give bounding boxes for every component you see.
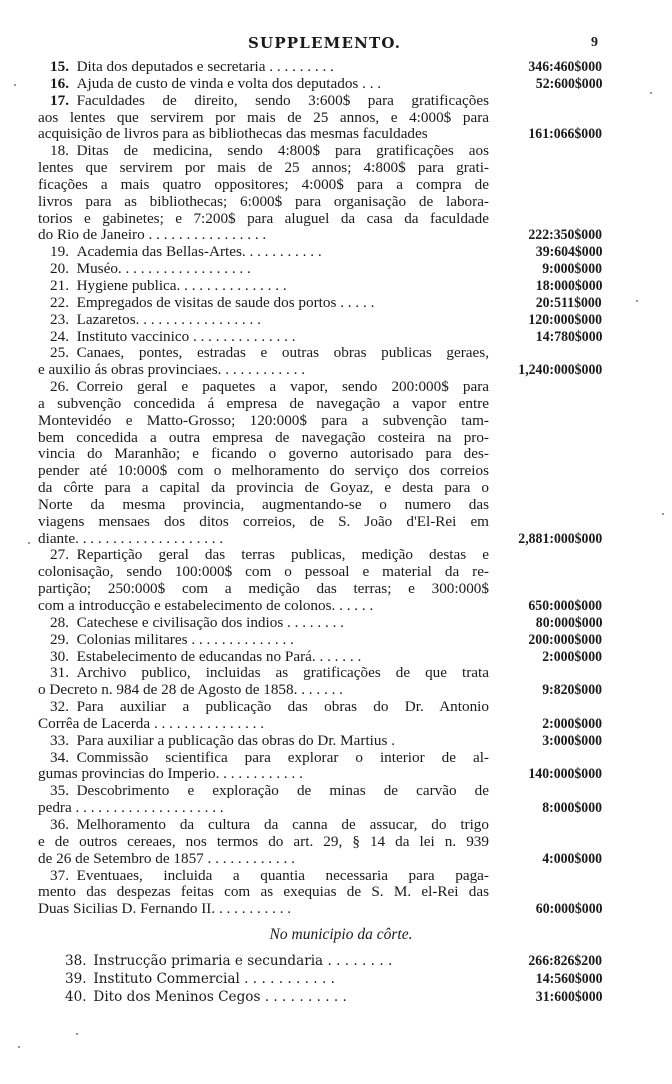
- entry-line: [38, 952, 604, 970]
- entry-text: [38, 564, 489, 581]
- entry-description: Estabelecimento de educandas no Pará. . . . . . .: [76, 648, 362, 665]
- entry-text: [38, 480, 489, 497]
- entry-text: [65, 970, 489, 988]
- entry-line: [38, 834, 604, 851]
- entry-line: [38, 177, 604, 194]
- entry-description: vincia do Maranhão; e ficando o governo autorisado para des-: [38, 446, 489, 463]
- entry-description: Ditas de medicina, sendo 4:800$ para gratificações aos: [76, 143, 489, 160]
- entry-line: [38, 649, 604, 666]
- entry-text: [50, 345, 489, 362]
- entry-description: Commissão scientifica para explorar o interior de al-: [76, 749, 489, 766]
- entry-description: de 26 de Setembro de 1857 . . . . . . . . . . . .: [38, 850, 295, 867]
- item-number: 33.: [50, 732, 69, 749]
- entry-amount: 18:000$000: [535, 277, 602, 294]
- entry-amount: 2,881:000$000: [518, 530, 602, 547]
- entry-line: [38, 531, 604, 548]
- entry-amount: 200:000$000: [528, 631, 602, 648]
- entry-text: [50, 244, 489, 261]
- entry-amount: 3:000$000: [542, 732, 602, 749]
- entry-text: [50, 699, 489, 716]
- entry-text: [50, 632, 489, 649]
- entry-description: Para auxiliar a publicação das obras do Dr. Antonio: [76, 699, 489, 716]
- entry-line: [38, 362, 604, 379]
- entry-description: Faculdades de direito, sendo 3:600$ para gratificações: [76, 92, 489, 109]
- entry-line: [38, 598, 604, 615]
- entry-line: [38, 970, 604, 988]
- entry-text: [38, 194, 489, 211]
- entry-line: [38, 396, 604, 413]
- entry-line: [38, 800, 604, 817]
- budget-entry: [38, 345, 604, 379]
- entry-text: [65, 988, 489, 1006]
- entry-line: [38, 379, 604, 396]
- entry-amount: 9:820$000: [542, 682, 602, 699]
- entry-text: [50, 868, 489, 885]
- entry-line: [38, 413, 604, 430]
- scan-speck: [662, 513, 664, 515]
- entry-line: [38, 76, 604, 93]
- entry-line: [38, 665, 604, 682]
- entry-amount: 1,240:000$000: [518, 362, 602, 379]
- entry-text: [38, 211, 489, 228]
- item-number: 29.: [50, 631, 69, 648]
- entry-description: Repartição geral das terras publicas, medição destas e: [76, 547, 489, 564]
- entry-description: Instrucção primaria e secundaria . . . . . . . .: [93, 953, 393, 970]
- entry-text: [50, 143, 489, 160]
- entry-description: Correio geral e paquetes a vapor, sendo 200:000$ para: [76, 379, 489, 396]
- entry-text: [38, 800, 489, 817]
- budget-entry: [38, 868, 604, 919]
- entry-amount: 14:780$000: [535, 328, 602, 345]
- item-number: 27.: [50, 547, 69, 564]
- entry-line: [38, 851, 604, 868]
- entry-line: [38, 615, 604, 632]
- entry-text: [38, 446, 489, 463]
- entry-text: [65, 952, 489, 970]
- entry-description: torios e gabinetes; e 7:200$ para aluguel da casa da faculdade: [38, 210, 489, 227]
- entry-amount: 14:560$000: [535, 971, 602, 988]
- entry-text: [50, 295, 489, 312]
- entry-description: Norte da mesma provincia, augmentando-se o numero das: [38, 496, 489, 513]
- entry-line: [38, 211, 604, 228]
- entry-text: [50, 76, 489, 93]
- entry-line: [38, 901, 604, 918]
- entry-description: Melhoramento da cultura da canna de assucar, do trigo: [76, 816, 489, 833]
- entry-line: [38, 733, 604, 750]
- item-number: 35.: [50, 783, 69, 800]
- entry-description: colonisação, sendo 100:000$ com o pessoal e material da re-: [38, 564, 489, 581]
- entry-text: [50, 783, 489, 800]
- entry-text: [38, 227, 489, 244]
- entry-line: [38, 817, 604, 834]
- entry-line: [38, 312, 604, 329]
- entry-text: [38, 110, 489, 127]
- item-number: 18.: [50, 143, 69, 160]
- entry-description: aos lentes que servirem por mais de 25 annos, e 4:000$ para: [38, 109, 489, 126]
- budget-entry: [38, 244, 604, 261]
- entry-text: [38, 834, 489, 851]
- entry-text: [50, 547, 489, 564]
- page-number: 9: [591, 35, 598, 50]
- entry-description: livros para as bibliothecas; 6:000$ para organisação de labora-: [38, 193, 489, 210]
- budget-entry: [38, 970, 604, 988]
- entry-line: [38, 430, 604, 447]
- entry-amount: 2:000$000: [542, 715, 602, 732]
- entry-amount: 4:000$000: [542, 850, 602, 867]
- entry-description: a subvenção concedida á empresa de navegação a vapor entre: [38, 395, 489, 412]
- item-number: 25.: [50, 345, 69, 362]
- entry-amount: 9:000$000: [542, 261, 602, 278]
- entry-line: [38, 682, 604, 699]
- entry-amount: 650:000$000: [528, 598, 602, 614]
- entry-line: [38, 547, 604, 564]
- item-number: 39.: [65, 971, 87, 988]
- entry-line: [38, 59, 604, 76]
- entry-text: [38, 901, 489, 918]
- entry-description: Dito dos Meninos Cegos . . . . . . . . . .: [93, 989, 347, 1006]
- entry-amount: 60:000$000: [535, 901, 602, 918]
- entry-line: [38, 766, 604, 783]
- entry-text: [38, 851, 489, 868]
- entry-description: ficações a mais quatro oppositores; 4:000$ para a compra de: [38, 176, 489, 193]
- budget-entry: [38, 632, 604, 649]
- entry-description: Instituto vaccinico . . . . . . . . . . . . . .: [76, 328, 296, 345]
- entry-amount: 140:000$000: [528, 766, 602, 783]
- entry-description: Instituto Commercial . . . . . . . . . . .: [93, 971, 335, 988]
- item-number: 31.: [50, 665, 69, 682]
- entry-line: [38, 699, 604, 716]
- entry-description: Descobrimento e exploração de minas de carvão de: [76, 783, 489, 800]
- budget-entry: [38, 615, 604, 632]
- item-number: 22.: [50, 294, 69, 311]
- entry-amount: 20:511$000: [536, 294, 602, 311]
- entry-line: [38, 750, 604, 767]
- entry-text: [50, 615, 489, 632]
- budget-entry: [38, 952, 604, 970]
- entry-description: e de outros cereaes, nos termos do art. 29, § 14 da lei n. 939: [38, 833, 489, 850]
- item-number: 23.: [50, 311, 69, 328]
- entry-description: Eventuaes, incluida a quantia necessaria para paga-: [76, 867, 489, 884]
- entry-description: da côrte para a capital da provincia de Goyaz, e desta para o: [38, 480, 489, 497]
- entry-text: [50, 278, 489, 295]
- budget-entry: [38, 783, 604, 817]
- entry-description: pedra . . . . . . . . . . . . . . . . . . . .: [38, 800, 224, 817]
- budget-entry: [38, 547, 604, 614]
- entry-amount: 346:460$000: [528, 59, 602, 75]
- budget-entry: [38, 329, 604, 346]
- entry-line: [38, 93, 604, 110]
- scan-speck: [650, 92, 652, 94]
- entry-line: [38, 564, 604, 581]
- entry-line: [38, 295, 604, 312]
- budget-entry: [38, 733, 604, 750]
- entry-line: [38, 988, 604, 1006]
- entry-description: Catechese e civilisação dos indios . . . . . . . .: [76, 614, 344, 631]
- item-number: 15.: [50, 59, 69, 75]
- entry-description: lentes que servirem por mais de 25 annos; 4:800$ para grati-: [38, 160, 489, 177]
- entry-line: [38, 278, 604, 295]
- item-number: 32.: [50, 699, 69, 716]
- scan-speck: [28, 542, 30, 544]
- entry-line: [38, 632, 604, 649]
- budget-entry: [38, 665, 604, 699]
- budget-entry: [38, 295, 604, 312]
- entry-description: gumas provincias do Imperio. . . . . . . . . . . .: [38, 766, 303, 783]
- entry-text: [38, 126, 489, 143]
- budget-entry: [38, 817, 604, 868]
- entry-description: o Decreto n. 984 de 28 de Agosto de 1858. . . . . . .: [38, 682, 343, 699]
- budget-entry: [38, 278, 604, 295]
- entry-description: Archivo publico, incluidas as gratificações de que trata: [76, 665, 489, 682]
- entry-description: Canaes, pontes, estradas e outras obras publicas geraes,: [76, 345, 489, 362]
- item-number: 26.: [50, 379, 69, 396]
- item-number: 16.: [50, 75, 69, 92]
- entry-description: Corrêa de Lacerda . . . . . . . . . . . . . . .: [38, 715, 265, 732]
- running-title: SUPPLEMENTO.: [248, 34, 402, 52]
- budget-entry: [38, 379, 604, 547]
- entry-text: [38, 430, 489, 447]
- item-number: 20.: [50, 261, 69, 278]
- entry-text: [38, 463, 489, 480]
- entry-amount: 52:600$000: [535, 75, 602, 92]
- entry-amount: 31:600$000: [535, 989, 602, 1006]
- item-number: 28.: [50, 614, 69, 631]
- item-number: 24.: [50, 328, 69, 345]
- budget-list: [38, 59, 604, 1006]
- entry-line: [38, 480, 604, 497]
- entry-line: [38, 345, 604, 362]
- entry-description: viagens mensaes dos ditos correios, de S. João d'El-Rei em: [38, 513, 489, 530]
- entry-description: acquisição de livros para as bibliothecas das mesmas faculdades: [38, 126, 428, 143]
- entry-line: [38, 143, 604, 160]
- item-number: 34.: [50, 749, 69, 766]
- entry-text: [38, 682, 489, 699]
- entry-text: [50, 379, 489, 396]
- entry-text: [38, 160, 489, 177]
- entry-line: [38, 868, 604, 885]
- entry-description: do Rio de Janeiro . . . . . . . . . . . . . . . .: [38, 227, 267, 244]
- entry-text: [38, 716, 489, 733]
- budget-entry: [38, 93, 604, 144]
- entry-line: [38, 463, 604, 480]
- entry-amount: 39:604$000: [535, 244, 602, 261]
- entry-description: Para auxiliar a publicação das obras do Dr. Martius .: [76, 732, 395, 749]
- entry-description: Academia das Bellas-Artes. . . . . . . . . . .: [76, 244, 322, 261]
- entry-text: [38, 497, 489, 514]
- item-number: 36.: [50, 816, 69, 833]
- entry-description: Lazaretos. . . . . . . . . . . . . . . . .: [76, 311, 261, 328]
- entry-text: [38, 514, 489, 531]
- budget-entry: [38, 59, 604, 76]
- entry-description: mento das despezas feitas com as exequias de S. M. el-Rei das: [38, 884, 489, 901]
- item-number: 17.: [50, 92, 69, 109]
- entry-line: [38, 884, 604, 901]
- entry-text: [38, 413, 489, 430]
- scan-speck: [14, 84, 16, 86]
- budget-entry: [38, 649, 604, 666]
- item-number: 37.: [50, 867, 69, 884]
- entry-text: [50, 665, 489, 682]
- entry-text: [50, 93, 489, 110]
- entry-text: [38, 362, 489, 379]
- page-header: [0, 34, 672, 54]
- entry-description: diante. . . . . . . . . . . . . . . . . . . .: [38, 530, 224, 547]
- budget-entry: [38, 261, 604, 278]
- entry-description: Duas Sicilias D. Fernando II. . . . . . . . . . .: [38, 901, 292, 918]
- entry-line: [38, 227, 604, 244]
- section-heading: No municipio da côrte.: [269, 926, 413, 944]
- entry-description: bem concedida a outra empresa de navegação costeira na pro-: [38, 429, 489, 446]
- budget-entry: [38, 699, 604, 733]
- entry-text: [50, 261, 489, 278]
- entry-line: [38, 497, 604, 514]
- entry-description: com a introducção e estabelecimento de colonos. . . . . .: [38, 598, 374, 614]
- entry-amount: 8:000$000: [542, 800, 602, 817]
- item-number: 21.: [50, 277, 69, 294]
- entry-description: Dita dos deputados e secretaria . . . . . . . . .: [76, 59, 334, 75]
- entry-text: [38, 884, 489, 901]
- budget-entry: [38, 143, 604, 244]
- entry-text: [38, 766, 489, 783]
- entry-amount: 80:000$000: [535, 614, 602, 631]
- scan-speck: [636, 300, 638, 302]
- entry-description: pender até 10:000$ com o melhoramento do serviço dos correios: [38, 463, 489, 480]
- entry-description: partição; 250:000$ com a medição das terras; e 300:000$: [38, 581, 489, 598]
- entry-text: [38, 531, 489, 548]
- budget-entries: [38, 59, 604, 918]
- entry-text: [50, 817, 489, 834]
- scan-speck: [18, 1046, 20, 1048]
- entry-line: [38, 716, 604, 733]
- entry-description: Montevidéo e Matto-Grosso; 120:000$ para a subvenção tam-: [38, 412, 489, 429]
- item-number: 38.: [65, 953, 87, 970]
- entry-description: e auxilio ás obras provinciaes. . . . . . . . . . . .: [38, 362, 305, 379]
- entry-text: [50, 733, 489, 750]
- entry-text: [38, 177, 489, 194]
- budget-entry: [38, 750, 604, 784]
- entry-line: [38, 126, 604, 143]
- entry-text: [38, 598, 489, 615]
- entry-text: [50, 312, 489, 329]
- entry-line: [38, 160, 604, 177]
- entry-text: [50, 329, 489, 346]
- item-number: 30.: [50, 648, 69, 665]
- budget-entry: [38, 988, 604, 1006]
- entry-line: [38, 581, 604, 598]
- entry-text: [50, 649, 489, 666]
- entry-text: [38, 581, 489, 598]
- entry-text: [50, 750, 489, 767]
- entry-text: [38, 396, 489, 413]
- entry-amount: 2:000$000: [542, 648, 602, 665]
- entry-line: [38, 783, 604, 800]
- entry-amount: 266:826$200: [528, 953, 602, 970]
- item-number: 19.: [50, 244, 69, 261]
- budget-entry: [38, 312, 604, 329]
- scan-speck: [76, 1033, 78, 1035]
- entry-line: [38, 110, 604, 127]
- entry-description: Hygiene publica. . . . . . . . . . . . . . .: [76, 277, 287, 294]
- entry-line: [38, 329, 604, 346]
- entry-line: [38, 514, 604, 531]
- entry-text: [50, 59, 489, 76]
- entry-description: Empregados de visitas de saude dos portos . . . . .: [76, 294, 375, 311]
- entry-line: [38, 261, 604, 278]
- entry-description: Colonias militares . . . . . . . . . . . . . .: [76, 631, 294, 648]
- budget-entry: [38, 76, 604, 93]
- section-entries: [38, 952, 604, 1006]
- entry-line: [38, 194, 604, 211]
- item-number: 40.: [65, 989, 87, 1006]
- entry-amount: 161:066$000: [528, 126, 602, 143]
- entry-amount: 120:000$000: [528, 311, 602, 328]
- entry-line: [38, 446, 604, 463]
- entry-amount: 222:350$000: [528, 227, 602, 244]
- entry-line: [38, 244, 604, 261]
- entry-description: Ajuda de custo de vinda e volta dos deputados . . .: [76, 75, 382, 92]
- entry-description: Muséo. . . . . . . . . . . . . . . . . .: [76, 261, 251, 278]
